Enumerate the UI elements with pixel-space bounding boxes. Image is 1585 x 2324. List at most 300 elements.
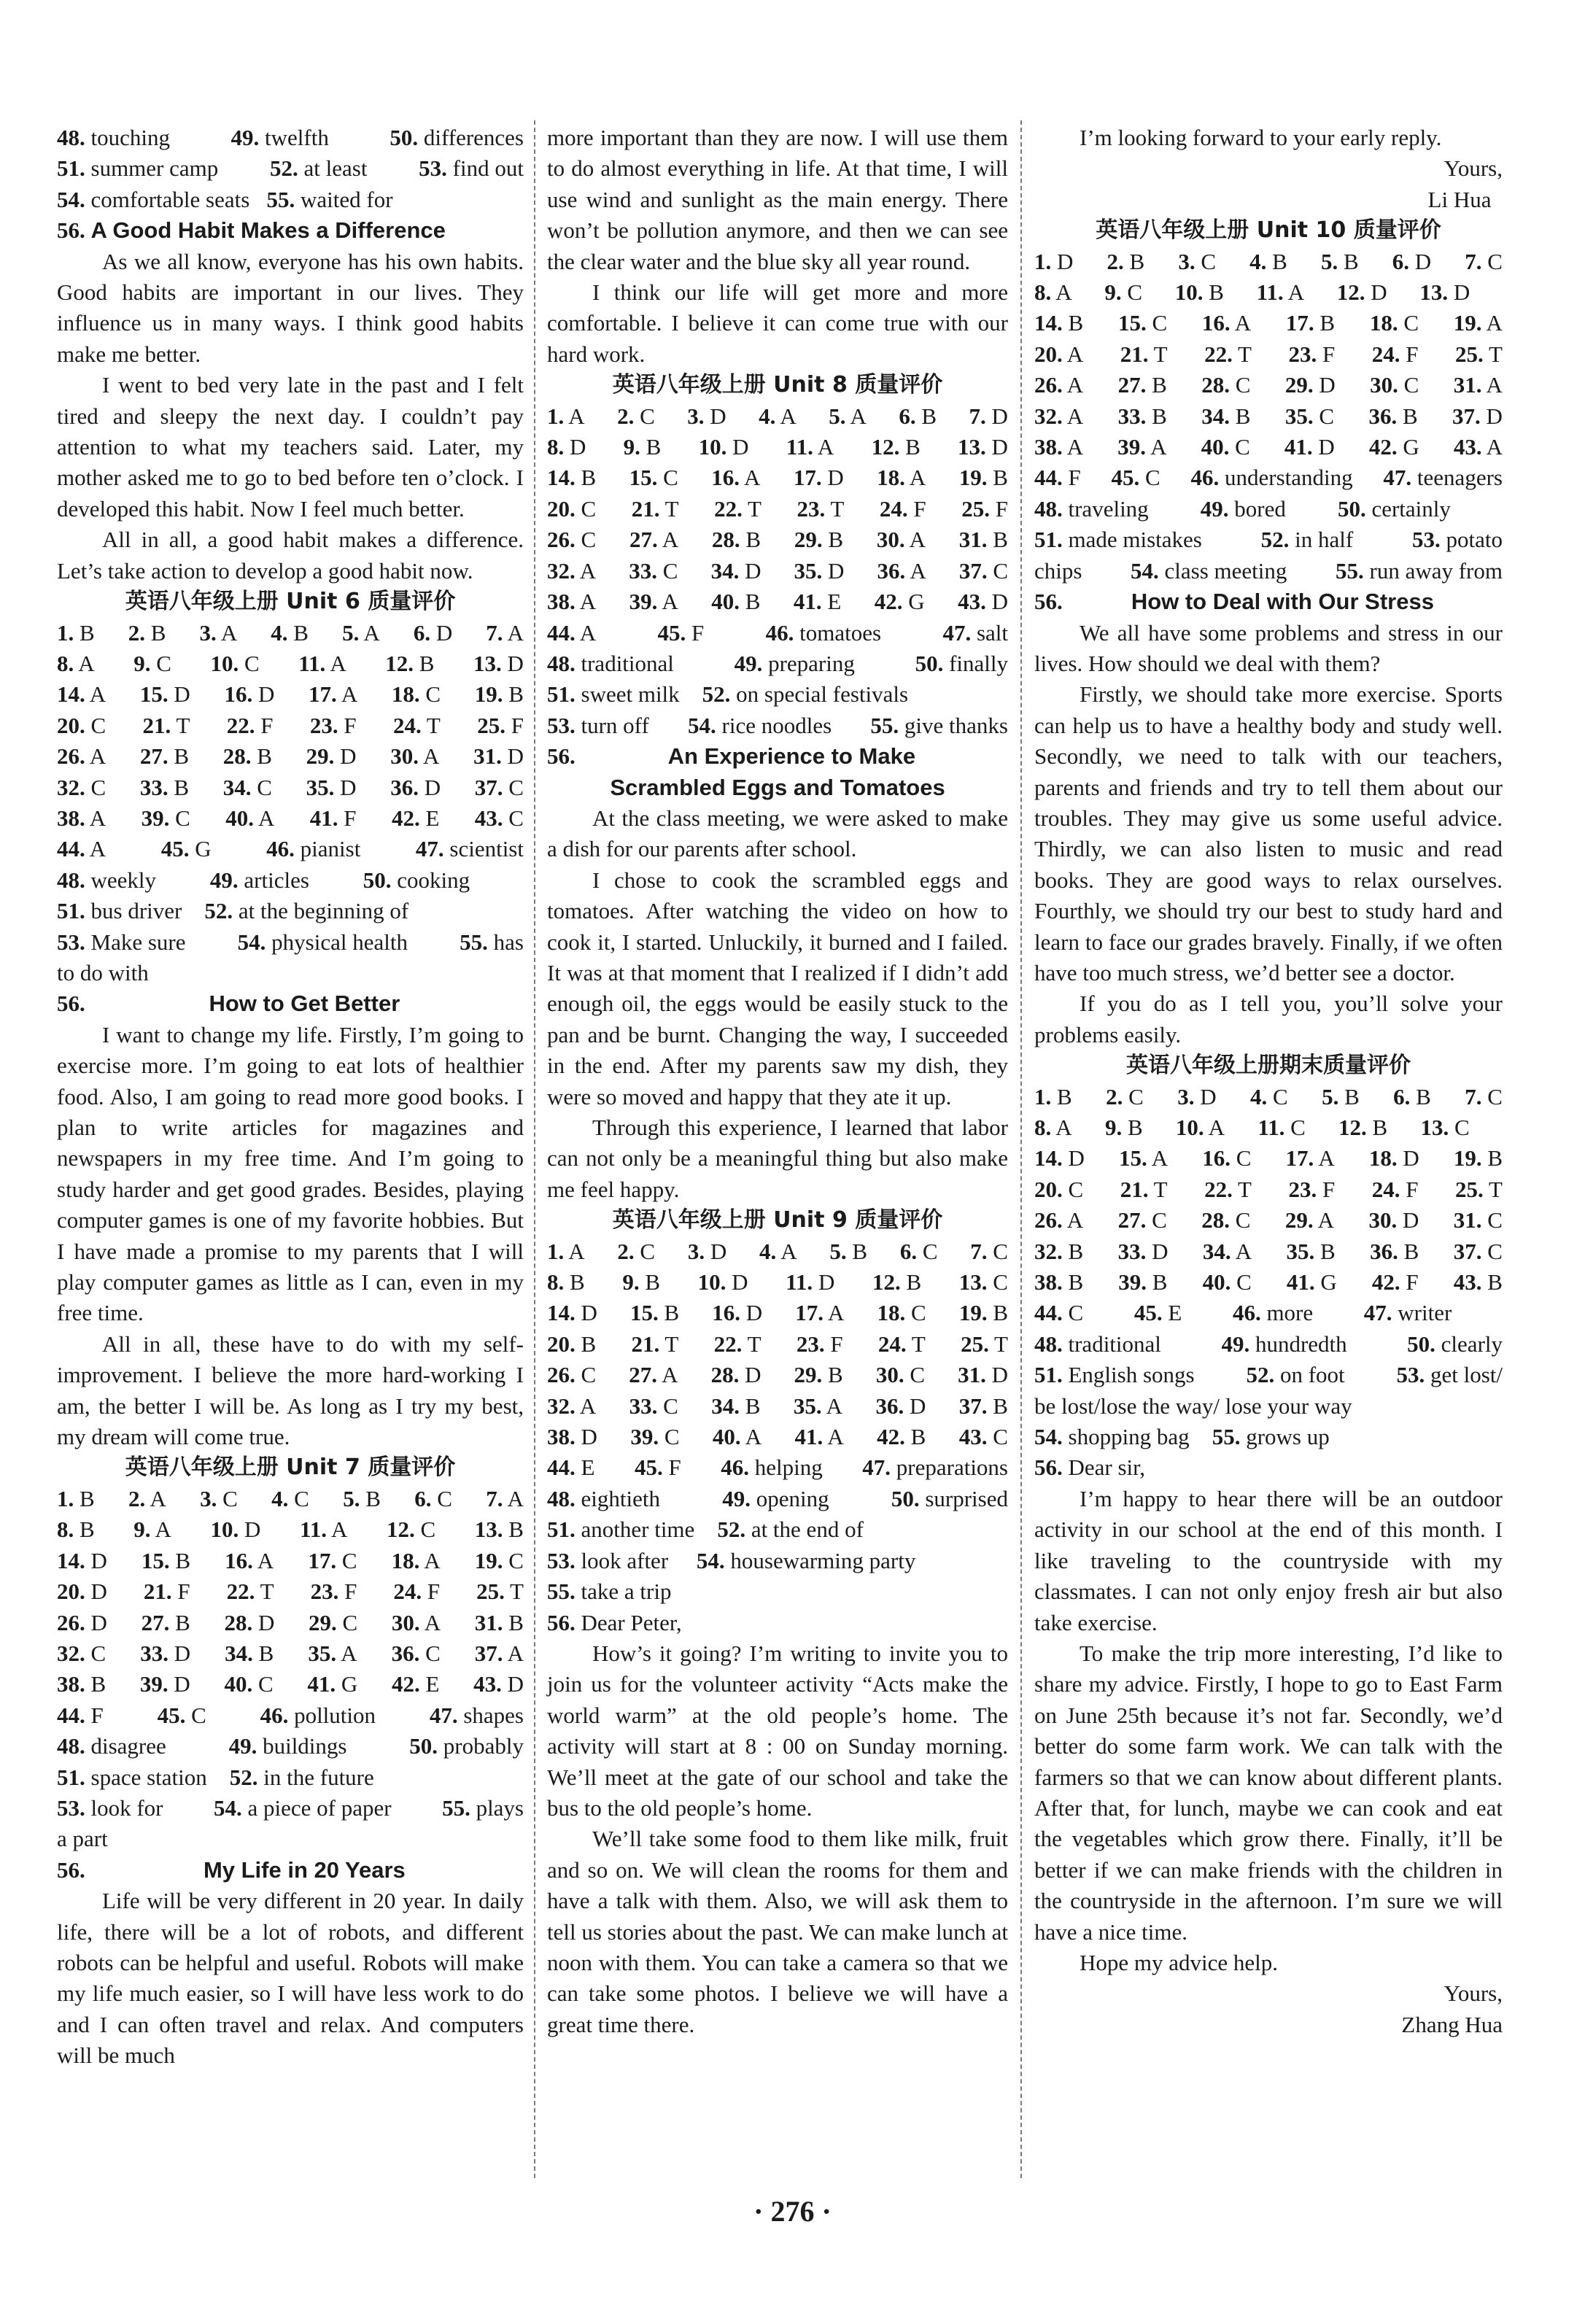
answer-item: 50. differences: [390, 125, 524, 150]
letter-signoff: Yours,: [1443, 155, 1503, 182]
answer-item: 12. B: [872, 1269, 922, 1295]
answer-row: [1034, 339, 1503, 370]
answer-item: 5. B: [829, 1238, 868, 1264]
answer-item: 4. A: [759, 1238, 797, 1264]
answer-item: 18. C: [877, 1300, 926, 1326]
answer-line: 56. A Good Habit Makes a Difference: [57, 217, 446, 244]
answer-item: 31. D: [473, 743, 524, 770]
answer-item: 37. C: [958, 557, 1008, 584]
answer-row: [547, 1422, 1008, 1452]
answer-row: [547, 494, 1008, 524]
answer-item: 50. cooking: [363, 867, 470, 893]
essay-title: 56. How to Get Better: [57, 991, 400, 1017]
answer-item: 33. B: [1117, 403, 1167, 429]
answer-item: 8. B: [547, 1269, 585, 1295]
answer-item: 49. opening: [722, 1485, 829, 1511]
answer-item: 21. T: [631, 495, 679, 522]
answer-item: 13. C: [958, 1269, 1008, 1295]
answer-item: 29. B: [794, 527, 844, 553]
answer-item: 34. B: [225, 1640, 274, 1666]
answer-item: 15. B: [629, 1300, 680, 1326]
answer-item: 45. C: [157, 1702, 206, 1728]
answer-item: 43. D: [958, 589, 1008, 615]
answer-item: 12. C: [387, 1517, 436, 1543]
answer-item: 49. hundredth: [1221, 1331, 1347, 1357]
answer-item: 41. G: [1286, 1269, 1337, 1295]
answer-item: 11. A: [298, 650, 346, 676]
answer-item: 40. C: [224, 1671, 274, 1697]
answer-item: 40. A: [712, 1424, 762, 1450]
answer-item: 30. C: [1370, 372, 1419, 398]
answer-item: 53. potato: [1412, 527, 1503, 553]
answer-item: 28. B: [222, 743, 272, 770]
answer-item: 6. B: [1393, 1083, 1431, 1109]
answer-item: 5. B: [343, 1485, 381, 1511]
answer-item: 27. B: [139, 743, 190, 770]
answer-item: 25. F: [961, 495, 1008, 522]
answer-item: 27. B: [141, 1609, 190, 1635]
answer-item: 17. A: [1285, 1145, 1335, 1171]
answer-item: 5. B: [1322, 1083, 1360, 1109]
answer-item: 4. A: [759, 403, 797, 429]
answer-item: 10. D: [697, 1269, 748, 1295]
answer-item: 20. C: [547, 495, 597, 522]
answer-item: 15. C: [1117, 310, 1168, 336]
essay-paragraph: All in all, a good habit makes a difference. Let’s take action to develop a good habit now.: [57, 527, 524, 584]
letter-signoff: Yours,: [1443, 1980, 1503, 2007]
answer-item: 23. F: [309, 712, 357, 738]
answer-item: 54. a piece of paper: [214, 1794, 392, 1821]
answer-item: 39. A: [1117, 434, 1167, 460]
answer-item: 38. A: [547, 589, 597, 615]
essay-paragraph: I chose to cook the scrambled eggs and tomatoes. After watching the video on how to cook it, I started. Unluckily, it burned and I failed. It was at that moment that I realized if I didn’t add enough oil, the eggs would be easily stuck to the pan and be burnt. Changing the way, I succeeded in the end. After my parents saw my dish, they were so moved and happy that they ate it up.: [547, 867, 1008, 1109]
answer-item: 45. G: [160, 836, 212, 862]
answer-item: 46. pianist: [266, 836, 361, 862]
answer-item: 41. F: [309, 805, 357, 831]
answer-item: 1. A: [547, 403, 585, 429]
answer-item: 50. clearly: [1407, 1331, 1503, 1357]
answer-item: 11. C: [1257, 1115, 1306, 1140]
answer-item: 4. B: [1249, 248, 1287, 274]
answer-item: 35. C: [1284, 403, 1335, 429]
answer-item: 28. D: [710, 1362, 762, 1388]
answer-item: 24. F: [393, 1579, 441, 1605]
answer-item: 19. B: [958, 1300, 1008, 1326]
answer-item: 51. made mistakes: [1034, 527, 1202, 553]
answer-item: 24. F: [879, 495, 926, 522]
answer-item: 4. B: [271, 619, 309, 646]
answer-item: 1. B: [1034, 1083, 1072, 1109]
page-number: · 276 ·: [753, 2195, 832, 2228]
answer-row: [547, 1452, 1008, 1483]
answer-item: 12. B: [871, 434, 921, 460]
answer-item: 31. B: [958, 527, 1008, 553]
answer-item: 16. D: [712, 1300, 763, 1326]
answer-item: 9. B: [623, 434, 662, 460]
answer-item: 3. D: [1177, 1083, 1217, 1109]
answer-item: 1. B: [57, 619, 95, 646]
answer-item: 43. D: [473, 1671, 524, 1697]
answer-row: [1034, 1267, 1503, 1298]
answer-row: [547, 648, 1008, 679]
answer-item: 26. D: [57, 1609, 107, 1635]
answer-item: 35. A: [308, 1640, 357, 1666]
answer-row: [57, 1638, 524, 1669]
answer-item: 22. F: [226, 712, 274, 738]
answer-item: 49. articles: [209, 867, 309, 893]
answer-item: 7. D: [969, 403, 1008, 429]
answer-item: 44. E: [547, 1455, 595, 1481]
answer-row: [1034, 1329, 1503, 1360]
answer-item: 28. C: [1201, 372, 1251, 398]
answer-item: 40. A: [225, 805, 275, 831]
answer-item: 8. D: [547, 434, 586, 460]
answer-item: 23. T: [797, 495, 845, 522]
answer-row: [1034, 1360, 1503, 1390]
answer-item: 6. B: [899, 403, 937, 429]
answer-item: 45. C: [1111, 465, 1160, 491]
answer-row: [547, 1484, 1008, 1514]
answer-item: 6. D: [1392, 248, 1432, 274]
answer-item: 26. A: [1034, 372, 1084, 398]
answer-row: [547, 1267, 1008, 1298]
answer-row: [57, 865, 524, 896]
section-heading: 英语八年级上册 Unit 6 质量评价: [125, 589, 456, 615]
answer-item: 13. D: [1419, 279, 1470, 306]
answer-item: 5. A: [829, 403, 867, 429]
answer-item: 39. D: [139, 1671, 190, 1697]
answer-item: 32. A: [547, 557, 597, 584]
answer-item: 3. C: [200, 1485, 238, 1511]
answer-item: 53. turn off: [547, 712, 649, 738]
answer-item: 35. B: [1286, 1238, 1336, 1264]
answer-row: [57, 741, 524, 772]
answer-line: to do with: [57, 959, 149, 985]
answer-row: [1034, 1174, 1503, 1205]
letter-signoff: Li Hua: [1427, 186, 1503, 212]
answer-item: 31. C: [1453, 1207, 1503, 1233]
answer-row: [1034, 308, 1503, 338]
answer-item: 41. A: [794, 1424, 844, 1450]
answer-row: [547, 1360, 1008, 1390]
answer-row: [1034, 247, 1503, 277]
answer-item: 43. C: [474, 805, 524, 831]
answer-item: 34. D: [710, 557, 762, 584]
answer-item: 34. C: [222, 774, 272, 800]
answer-row: [57, 927, 524, 958]
answer-item: 12. D: [1336, 279, 1387, 306]
answer-item: 44. C: [1034, 1300, 1084, 1326]
answer-row: [1034, 401, 1503, 432]
column-divider: [1020, 120, 1022, 2178]
answer-item: 42. E: [391, 1671, 440, 1697]
answer-item: 27. A: [629, 1362, 678, 1388]
answer-line: 54. comfortable seats 55. waited for: [57, 186, 393, 212]
answer-item: 3. A: [199, 619, 238, 646]
answer-item: 26. A: [1034, 1207, 1084, 1233]
answer-item: 42. B: [877, 1424, 926, 1450]
answer-item: 36. B: [1368, 403, 1418, 429]
answer-item: 13. D: [473, 650, 524, 676]
answer-item: 23. F: [310, 1579, 357, 1605]
answer-item: 51. English songs: [1034, 1362, 1195, 1388]
answer-item: 39. A: [629, 589, 678, 615]
answer-item: 34. B: [711, 1393, 761, 1419]
answer-row: [57, 153, 524, 184]
answer-item: 18. A: [877, 465, 926, 491]
answer-item: 36. D: [390, 774, 441, 800]
section-heading: 英语八年级上册 Unit 7 质量评价: [125, 1455, 456, 1481]
answer-item: 10. B: [1174, 279, 1224, 306]
answer-item: 49. bored: [1200, 495, 1286, 522]
answer-item: 2. C: [617, 403, 655, 429]
answer-item: 47. shapes: [429, 1702, 524, 1728]
answer-item: 43. A: [1453, 434, 1503, 460]
answer-row: [57, 834, 524, 864]
answer-column-3: [1034, 123, 1503, 2040]
answer-item: 16. A: [225, 1547, 274, 1573]
answer-item: 30. A: [390, 743, 440, 770]
answer-item: 13. B: [474, 1517, 524, 1543]
answer-item: 46. helping: [721, 1455, 823, 1481]
answer-row: [57, 803, 524, 834]
answer-item: 45. F: [657, 619, 705, 646]
answer-row: [57, 1731, 524, 1762]
answer-item: 33. D: [140, 1640, 191, 1666]
answer-item: 29. D: [306, 743, 357, 770]
answer-item: 11. A: [1256, 279, 1305, 306]
answer-item: 38. A: [57, 805, 106, 831]
answer-row: [547, 1298, 1008, 1328]
answer-item: 34. A: [1202, 1238, 1252, 1264]
answer-item: 53. find out: [419, 155, 524, 182]
answer-item: 48. traditional: [1034, 1331, 1161, 1357]
essay-paragraph: All in all, these have to do with my self-improvement. I believe the more hard-working I am, the better I will be. As long as I try my best, my dream will come true.: [57, 1331, 524, 1450]
answer-item: 10. D: [698, 434, 749, 460]
answer-row: [1034, 1298, 1503, 1328]
answer-item: 11. D: [786, 1269, 835, 1295]
answer-item: 4. C: [1249, 1083, 1288, 1109]
section-heading: 英语八年级上册期末质量评价: [1126, 1053, 1411, 1079]
answer-item: 20. C: [1034, 1176, 1084, 1202]
answer-line: 56. Dear sir,: [1034, 1455, 1145, 1481]
answer-item: 31. D: [958, 1362, 1008, 1388]
answer-item: 48. traditional: [547, 650, 674, 676]
answer-item: 21. F: [143, 1579, 190, 1605]
answer-item: 35. D: [794, 557, 845, 584]
answer-item: 38. A: [1034, 434, 1084, 460]
answer-row: [57, 648, 524, 679]
answer-item: 42. F: [1371, 1269, 1419, 1295]
answer-item: 14. A: [57, 681, 106, 708]
answer-row: [57, 1546, 524, 1576]
answer-row: [547, 586, 1008, 617]
answer-row: [1034, 1205, 1503, 1236]
answer-item: 39. C: [141, 805, 190, 831]
answer-item: 8. B: [57, 1517, 95, 1543]
essay-paragraph: I’m happy to hear there will be an outdoor activity in our school at the end of this month. I like traveling to the countryside with my classmates. I can not only enjoy fresh air but also take exercise.: [1034, 1485, 1503, 1635]
answer-item: 37. C: [1453, 1238, 1503, 1264]
answer-item: 45. E: [1133, 1300, 1182, 1326]
answer-item: 26. C: [547, 1362, 597, 1388]
answer-item: 19. A: [1453, 310, 1503, 336]
answer-item: 46. pollution: [260, 1702, 376, 1728]
answer-item: 1. D: [1034, 248, 1074, 274]
essay-paragraph: How’s it going? I’m writing to invite you to join us for the volunteer activity “Acts make the world warm” at the old people’s home. The activity will start at 8 : 00 on Sunday morning. We’ll meet at the gate of our school and take the bus to the old people’s home.: [547, 1640, 1008, 1821]
answer-item: 25. T: [1455, 1176, 1503, 1202]
answer-row: [57, 1793, 524, 1824]
answer-row: [547, 556, 1008, 586]
answer-item: 48. touching: [57, 125, 170, 150]
essay-paragraph: Life will be very different in 20 year. In daily life, there will be a lot of robots, and different robots can be helpful and useful. Robots will make my life much easier, so I will have less work to do and I can often travel and relax. And computers will be much: [57, 1888, 524, 2069]
essay-title: 56. How to Deal with Our Stress: [1034, 589, 1434, 615]
answer-item: 30. A: [391, 1609, 441, 1635]
essay-paragraph: Firstly, we should take more exercise. Sports can help us to have a healthy body and study well. Secondly, we need to talk with our teachers, parents and friends and try to tell them about our troubles. They may give us some useful advice. Thirdly, we can also listen to music and read books. They are good ways to relax ourselves. Fourthly, we should try our best to study hard and learn to face our grades bravely. Finally, if we often have too much stress, we’d better see a doctor.: [1034, 681, 1503, 985]
answer-line: 51. another time 52. at the end of: [547, 1517, 864, 1543]
answer-item: 24. F: [1371, 1176, 1419, 1202]
answer-row: [57, 1484, 524, 1514]
answer-item: 18. C: [391, 681, 441, 708]
answer-line: 51. bus driver 52. at the beginning of: [57, 898, 409, 924]
answer-row: [57, 1608, 524, 1638]
answer-item: 22. T: [226, 1579, 274, 1605]
answer-item: 49. twelfth: [230, 125, 329, 150]
answer-item: 7. C: [970, 1238, 1008, 1264]
answer-item: 32. C: [57, 774, 106, 800]
answer-item: 42. E: [391, 805, 440, 831]
answer-item: 21. T: [142, 712, 190, 738]
answer-item: 37. A: [474, 1640, 524, 1666]
answer-row: [1034, 1143, 1503, 1174]
answer-column-1: [57, 123, 524, 2072]
essay-title: 56. An Experience to Make: [547, 743, 916, 770]
answer-item: 29. C: [309, 1609, 358, 1635]
answer-item: 2. C: [617, 1238, 656, 1264]
answer-item: 53. get lost/: [1396, 1362, 1503, 1388]
essay-paragraph: At the class meeting, we were asked to make a dish for our parents after school.: [547, 805, 1008, 862]
essay-paragraph: Through this experience, I learned that labor can not only be a meaningful thing but also make me feel happy.: [547, 1115, 1008, 1202]
answer-item: 20. B: [547, 1331, 597, 1357]
answer-row: [57, 1576, 524, 1607]
answer-item: 18. A: [391, 1547, 441, 1573]
answer-item: 39. C: [630, 1424, 680, 1450]
answer-item: 50. finally: [915, 650, 1008, 676]
answer-item: 36. C: [391, 1640, 441, 1666]
essay-paragraph: As we all know, everyone has his own habits. Good habits are important in our lives. They influence us in many ways. I think good habits make me better.: [57, 248, 524, 367]
answer-item: 55. plays: [442, 1794, 524, 1821]
answer-item: 22. T: [713, 1331, 762, 1357]
answer-item: 40. B: [711, 589, 761, 615]
answer-item: 50. surprised: [891, 1485, 1008, 1511]
answer-item: 1. A: [547, 1238, 585, 1264]
answer-line: 51. sweet milk 52. on special festivals: [547, 681, 909, 708]
answer-item: 7. C: [1465, 1083, 1503, 1109]
answer-item: 43. C: [958, 1424, 1008, 1450]
answer-line: be lost/lose the way/ lose your way: [1034, 1393, 1352, 1419]
answer-item: 15. D: [139, 681, 190, 708]
answer-item: 28. C: [1201, 1207, 1251, 1233]
answer-item: 38. B: [1034, 1269, 1084, 1295]
answer-item: 10. A: [1175, 1115, 1225, 1140]
answer-item: 50. probably: [409, 1733, 524, 1759]
answer-row: [57, 1514, 524, 1545]
answer-item: 6. C: [899, 1238, 938, 1264]
answer-line: 53. look after 54. housewarming party: [547, 1547, 916, 1573]
answer-item: 23. F: [796, 1331, 843, 1357]
answer-item: 10. D: [210, 1517, 261, 1543]
answer-line: a part: [57, 1826, 108, 1852]
answer-item: 18. C: [1369, 310, 1419, 336]
answer-row: [57, 618, 524, 648]
answer-item: 2. A: [128, 1485, 166, 1511]
answer-row: [547, 1391, 1008, 1422]
answer-item: 33. C: [629, 1393, 678, 1419]
answer-row: [1034, 277, 1503, 308]
answer-item: 21. T: [1120, 1176, 1168, 1202]
answer-item: 2. C: [1106, 1083, 1144, 1109]
answer-item: 44. A: [57, 836, 106, 862]
answer-item: 50. certainly: [1337, 495, 1451, 522]
answer-item: 39. B: [1118, 1269, 1168, 1295]
answer-row: [1034, 432, 1503, 462]
answer-item: 52. in half: [1260, 527, 1354, 553]
answer-item: 49. preparing: [734, 650, 855, 676]
essay-paragraph: If you do as I tell you, you’ll solve your problems easily.: [1034, 991, 1503, 1047]
answer-item: 41. G: [307, 1671, 358, 1697]
answer-row: [57, 772, 524, 803]
answer-item: 46. more: [1232, 1300, 1314, 1326]
answer-item: 42. G: [1368, 434, 1419, 460]
answer-row: [1034, 494, 1503, 524]
answer-item: 14. D: [57, 1547, 107, 1573]
answer-item: 28. D: [224, 1609, 275, 1635]
answer-item: 30. D: [1368, 1207, 1419, 1233]
answer-row: [547, 1329, 1008, 1360]
answer-item: 9. C: [133, 650, 171, 676]
answer-item: 47. writer: [1363, 1300, 1452, 1326]
answer-item: 27. C: [1117, 1207, 1167, 1233]
answer-item: 47. preparations: [862, 1455, 1008, 1481]
answer-item: 17. A: [309, 681, 358, 708]
answer-item: 19. B: [1453, 1145, 1503, 1171]
answer-item: 16. D: [224, 681, 275, 708]
answer-item: 55. give thanks: [870, 712, 1008, 738]
answer-item: 13. C: [1420, 1115, 1470, 1140]
answer-item: 17. C: [308, 1547, 357, 1573]
answer-item: 32. A: [1034, 403, 1084, 429]
answer-item: 25. T: [961, 1331, 1008, 1357]
answer-item: 20. C: [57, 712, 106, 738]
column-divider: [534, 120, 535, 2178]
answer-item: 55. run away from: [1336, 557, 1503, 584]
answer-row: [1034, 556, 1503, 586]
answer-item: 46. understanding: [1190, 465, 1353, 491]
answer-row: [57, 679, 524, 710]
answer-item: 34. B: [1201, 403, 1251, 429]
answer-item: 7. C: [1465, 248, 1503, 274]
answer-item: 29. A: [1284, 1207, 1335, 1233]
answer-item: 40. C: [1201, 434, 1250, 460]
answer-item: 45. F: [634, 1455, 681, 1481]
answer-item: 8. A: [57, 650, 95, 676]
answer-item: 27. A: [629, 527, 679, 553]
letter-signoff: Zhang Hua: [1401, 2011, 1503, 2037]
answer-line: 56. Dear Peter,: [547, 1609, 682, 1635]
answer-item: 42. G: [874, 589, 925, 615]
answer-item: 3. D: [687, 403, 726, 429]
answer-item: 29. D: [1284, 372, 1336, 398]
answer-line: 55. take a trip: [547, 1579, 672, 1605]
